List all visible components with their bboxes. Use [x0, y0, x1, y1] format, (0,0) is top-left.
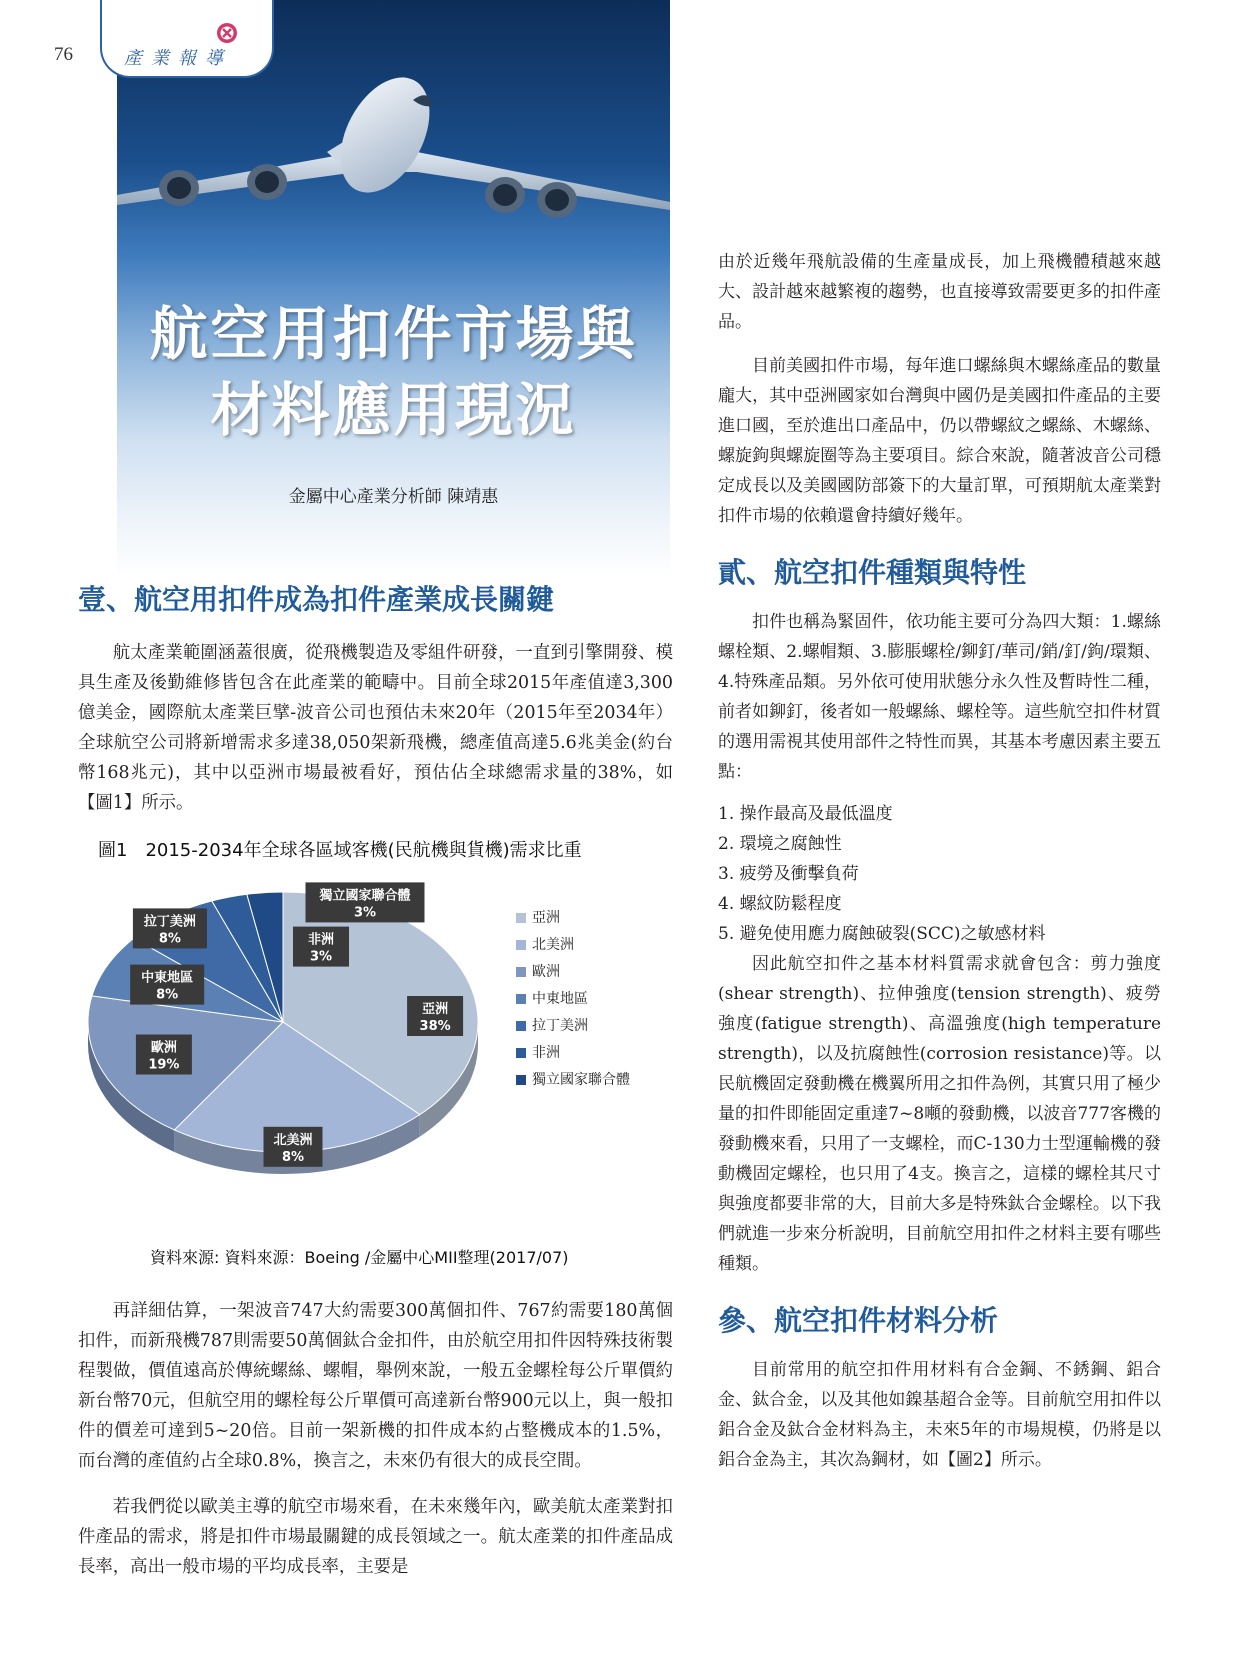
section-tab-label: 產業報導 [124, 48, 232, 69]
section-heading-3: 參、航空扣件材料分析 [718, 1304, 999, 1337]
list-item: 4. 螺紋防鬆程度 [718, 894, 842, 914]
legend-swatch [516, 940, 526, 950]
left-paragraph-2: 再詳細估算，一架波音747大約需要300萬個扣件、767約需要180萬個扣件，而新飛機787則需要50萬個鈦合金扣件，由於航空用扣件因特殊技術製程製做，價值遠高於傳統螺絲、螺帽，舉例來說，一般五金螺栓每公斤單價約新台幣70元，但航空用的螺栓每公斤單價可高達新台幣900元以上，與一般扣件的價差可達到5~20倍。目前一架新機的扣件成本約占整機成本的1.5%，而台灣的產值約占全球0.8%，換言之，未來仍有很大的成長空間。 [78, 1301, 673, 1471]
legend-swatch [516, 913, 526, 923]
pie-data-label [264, 1127, 323, 1167]
pie-data-label-value: 8% [281, 1149, 305, 1165]
page-number: 76 [54, 44, 73, 65]
pie-data-label-name: 北美洲 [273, 1132, 313, 1148]
list-item: 1. 操作最高及最低溫度 [718, 804, 893, 824]
pie-data-label-value: 3% [309, 949, 333, 965]
magazine-logo-icon [216, 22, 238, 44]
pie-data-label-name: 獨立國家聯合體 [319, 888, 411, 904]
legend-label: 亞洲 [532, 910, 560, 926]
left-column [78, 580, 673, 818]
pie-data-label-name: 中東地區 [141, 970, 194, 986]
right-column [718, 247, 1161, 1475]
right-paragraph-2: 目前美國扣件市場，每年進口螺絲與木螺絲產品的數量龐大，其中亞洲國家如台灣與中國仍是美國扣件產品的主要進口國，至於進出口產品中，仍以帶螺紋之螺絲、木螺絲、螺旋鉤與螺旋圈等為主要項目。綜合來說，隨著波音公司穩定成長以及美國國防部簽下的大量訂單，可預期航太產業對扣件市場的依賴還會持續好幾年。 [718, 356, 1161, 526]
right-paragraph-3: 扣件也稱為緊固件，依功能主要可分為四大類：1.螺絲螺栓類、2.螺帽類、3.膨脹螺栓/鉚釘/華司/銷/釘/鉤/環類、4.特殊產品類。另外依可使用狀態分永久性及暫時性二種，前者如鉚釘，後者如一般螺絲、螺栓等。這些航空扣件材質的選用需視其使用部件之特性而異，其基本考慮因素主要五點： [718, 612, 1161, 782]
pie-data-label [306, 882, 425, 922]
section-tab [100, 0, 274, 78]
figure-source: 資料來源: 資料來源：Boeing /金屬中心MII整理(2017/07) [150, 1248, 569, 1267]
pie-data-label [136, 1035, 192, 1075]
pie-data-label-name: 拉丁美洲 [143, 914, 196, 930]
legend-label: 中東地區 [532, 991, 588, 1007]
legend-swatch [516, 994, 526, 1004]
pie-data-label-name: 歐洲 [150, 1040, 177, 1056]
figure-caption: 圖1 2015-2034年全球各區域客機(民航機與貨機)需求比重 [98, 840, 582, 861]
pie-data-label [293, 927, 349, 967]
pie-data-label-value: 8% [158, 931, 181, 947]
left-column-lower [78, 1296, 673, 1582]
left-paragraph-1: 航太產業範圍涵蓋很廣，從飛機製造及零組件研發，一直到引擎開發、模具生產及後勤維修皆包含在此產業的範疇中。目前全球2015年產值達3,300億美金，國際航太產業巨擘-波音公司也預估未來20年（2015年至2034年）全球航空公司將新增需求多達38,050架新飛機，總產值高達5.6兆美金(約台幣168兆元)，其中以亞洲市場最被看好，預估佔全球總需求量的38%，如【圖1】所示。 [78, 643, 673, 813]
article-title [117, 296, 670, 448]
pie-data-label [407, 996, 463, 1036]
section-heading-2: 貳、航空扣件種類與特性 [718, 556, 1027, 589]
legend-swatch [516, 1048, 526, 1058]
legend-label: 北美洲 [532, 937, 574, 953]
pie-chart [78, 872, 678, 1242]
right-paragraph-1: 由於近幾年飛航設備的生產量成長，加上飛機體積越來越大、設計越來越繁複的趨勢，也直接導致需要更多的扣件產品。 [718, 252, 1161, 332]
pie-data-label-name: 非洲 [307, 932, 335, 948]
list-item: 2. 環境之腐蝕性 [718, 834, 842, 854]
list-item: 3. 疲勞及衝擊負荷 [718, 864, 859, 884]
legend-swatch [516, 967, 526, 977]
legend-swatch [516, 1021, 526, 1031]
consideration-list [718, 799, 1161, 949]
author-byline: 金屬中心產業分析師 陳靖惠 [288, 487, 499, 507]
pie-data-label-value: 3% [353, 905, 377, 921]
title-line-2: 材料應用現況 [210, 376, 577, 444]
hero-banner [117, 0, 670, 578]
pie-data-label-value: 19% [148, 1057, 180, 1073]
right-paragraph-4: 因此航空扣件之基本材料質需求就會包含：剪力強度(shear strength)、拉伸強度(tension strength)、疲勞強度(fatigue strength)、高溫強度(high temperature strength)，以及抗腐蝕性(corrosion resistance)等。以民航機固定發動機在機翼所用之扣件為例，其實只用了極少量的扣件即能固定重達7~8噸的發動機，以波音777客機的發動機來看，只用了一支螺栓，而C-130力士型運輸機的發動機固定螺栓，也只用了4支。換言之，這樣的螺栓其尺寸與強度都要非常的大，目前大多是特殊鈦合金螺栓。以下我們就進一步來分析說明，目前航空用扣件之材料主要有哪些種類。 [718, 954, 1161, 1274]
title-line-1: 航空用扣件市場與 [149, 300, 638, 368]
pie-data-label-value: 8% [156, 987, 179, 1003]
pie-data-label-name: 亞洲 [422, 1002, 449, 1017]
airplane-illustration [117, 60, 670, 270]
legend-label: 拉丁美洲 [532, 1018, 588, 1034]
pie-data-label-value: 38% [419, 1019, 451, 1034]
legend-label: 非洲 [532, 1045, 560, 1061]
right-paragraph-5: 目前常用的航空扣件用材料有合金鋼、不銹鋼、鋁合金、鈦合金，以及其他如鎳基超合金等。目前航空用扣件以鋁合金及鈦合金材料為主，未來5年的市場規模，仍將是以鋁合金為主，其次為鋼材，如【圖2】所示。 [718, 1360, 1161, 1470]
pie-data-label [130, 965, 204, 1005]
legend-label: 獨立國家聯合體 [532, 1072, 630, 1088]
section-heading-1: 壹、航空用扣件成為扣件產業成長關鍵 [78, 583, 555, 616]
legend-label: 歐洲 [532, 964, 560, 980]
pie-data-label [133, 908, 207, 948]
list-item: 5. 避免使用應力腐蝕破裂(SCC)之敏感材料 [718, 924, 1046, 944]
legend-swatch [516, 1075, 526, 1085]
left-paragraph-3: 若我們從以歐美主導的航空市場來看，在未來幾年內，歐美航太產業對扣件產品的需求，將是扣件市場最關鍵的成長領域之一。航太產業的扣件產品成長率，高出一般市場的平均成長率，主要是 [78, 1497, 673, 1577]
